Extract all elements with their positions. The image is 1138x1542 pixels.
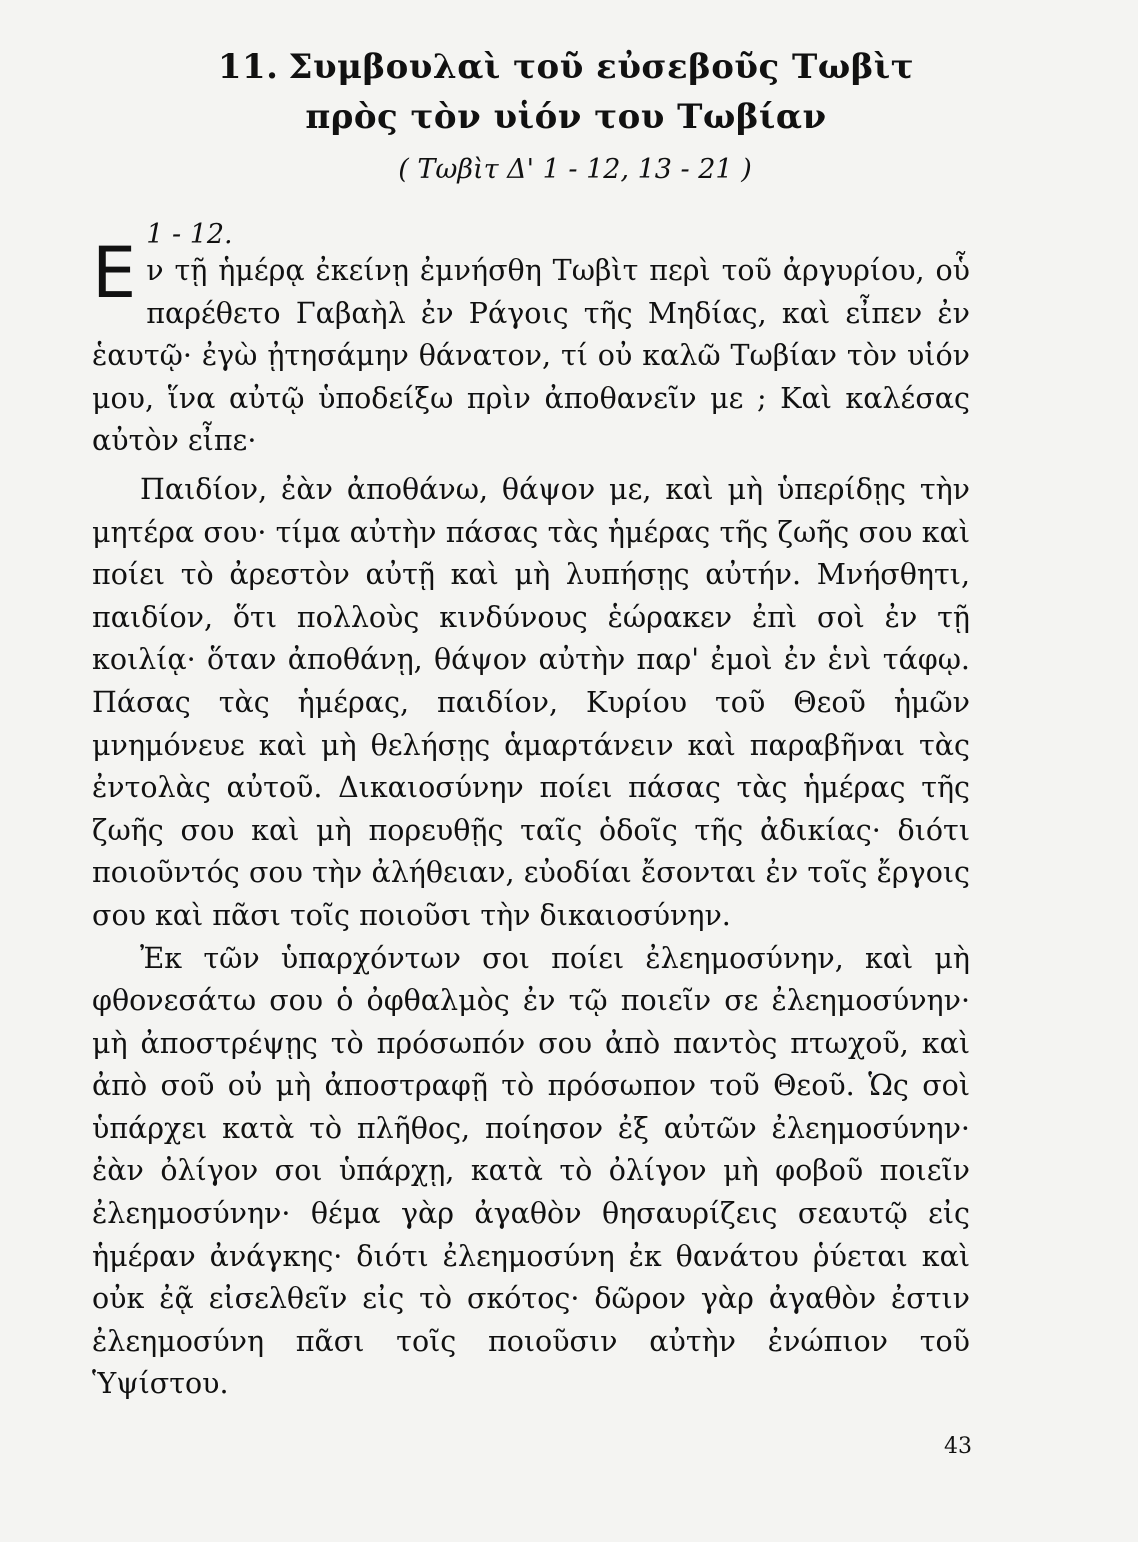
paragraph-2: Παιδίον, ἐὰν ἀποθάνω, θάψον με, καὶ μὴ ὑπερίδῃς τὴν μητέρα σου· τίμα αὐτὴν πάσας τὰς ἡμέρας τῆς ζωῆς σου καὶ ποίει τὸ ἀρεστὸν αὐτῇ καὶ μὴ λυπήσῃς αὐτήν. Μνήσθητι, παιδίον, ὅτι πολλοὺς κινδύνους ἑώρακεν ἐπὶ σοὶ ἐν τῇ κοιλίᾳ· ὅταν ἀποθάνῃ, θάψον αὐτὴν παρ' ἐμοὶ ἐν ἑνὶ τάφῳ. Πάσας τὰς ἡμέρας, παιδίον, Κυρίου τοῦ Θεοῦ ἡμῶν μνημόνευε καὶ μὴ θελήσῃς ἁμαρτάνειν καὶ παραβῆναι τὰς ἐντολὰς αὐτοῦ. Δικαιοσύνην ποίει πάσας τὰς ἡμέρας τῆς ζωῆς σου καὶ μὴ πορευθῇς ταῖς ὁδοῖς τῆς ἀδικίας· διότι ποιοῦντός σου τὴν ἀλήθειαν, εὐοδίαι ἔσονται ἐν τοῖς ἔργοις σου καὶ πᾶσι τοῖς ποιοῦσι τὴν δικαιοσύνην.: [92, 472, 970, 932]
paragraph-3: Ἐκ τῶν ὑπαρχόντων σοι ποίει ἐλεημοσύνην, καὶ μὴ φθονεσάτω σου ὁ ὀφθαλμὸς ἐν τῷ ποιεῖν σε ἐλεημοσύνην· μὴ ἀποστρέψῃς τὸ πρόσωπόν σου ἀπὸ παντὸς πτωχοῦ, καὶ ἀπὸ σοῦ οὐ μὴ ἀποστραφῇ τὸ πρόσωπον τοῦ Θεοῦ. Ὡς σοὶ ὑπάρχει κατὰ τὸ πλῆθος, ποίησον ἐξ αὐτῶν ἐλεημοσύνην· ἐὰν ὀλίγον σοι ὑπάρχῃ, κατὰ τὸ ὀλίγον μὴ φοβοῦ ποιεῖν ἐλεημοσύνην· θέμα γὰρ ἀγαθὸν θησαυρίζεις σεαυτῷ εἰς ἡμέραν ἀνάγκης· διότι ἐλεημοσύνη ἐκ θανάτου ῥύεται καὶ οὐκ ἐᾷ εἰσελθεῖν εἰς τὸ σκότος· δῶρον γὰρ ἀγαθὸν ἐστιν ἐλεημοσύνη πᾶσι τοῖς ποιοῦσιν αὐτὴν ἐνώπιον τοῦ Ὑψίστου.: [92, 941, 970, 1401]
chapter-number: 11.: [217, 47, 279, 87]
page-number: 43: [944, 1434, 972, 1459]
chapter-title-line-1: Συμβουλαὶ τοῦ εὐσεβοῦς Τωβὶτ: [288, 47, 915, 87]
chapter-heading: [162, 42, 970, 142]
verse-block: [92, 220, 970, 463]
paragraph-1: ν τῇ ἡμέρᾳ ἐκείνῃ ἐμνήσθη Τωβὶτ περὶ τοῦ ἀργυρίου, οὗ παρέθετο Γαβαὴλ ἐν Ράγοις τῆς Μηδίας, καὶ εἶπεν ἐν ἑαυτῷ· ἐγὼ ᾐτησάμην θάνατον, τί οὐ καλῶ Τωβίαν τὸν υἱόν μου, ἵνα αὐτῷ ὑποδείξω πρὶν ἀποθανεῖν με ; Καὶ καλέσας αὐτὸν εἶπε·: [92, 254, 970, 458]
scripture-reference: ( Τωβὶτ Δ' 1 - 12, 13 - 21 ): [398, 154, 752, 185]
chapter-title-line-2: πρὸς τὸν υἱόν του Τωβίαν: [305, 97, 827, 137]
book-page: [0, 42, 1138, 1542]
verse-marker: 1 - 12.: [146, 219, 233, 250]
drop-cap-initial: Ε: [92, 232, 137, 314]
